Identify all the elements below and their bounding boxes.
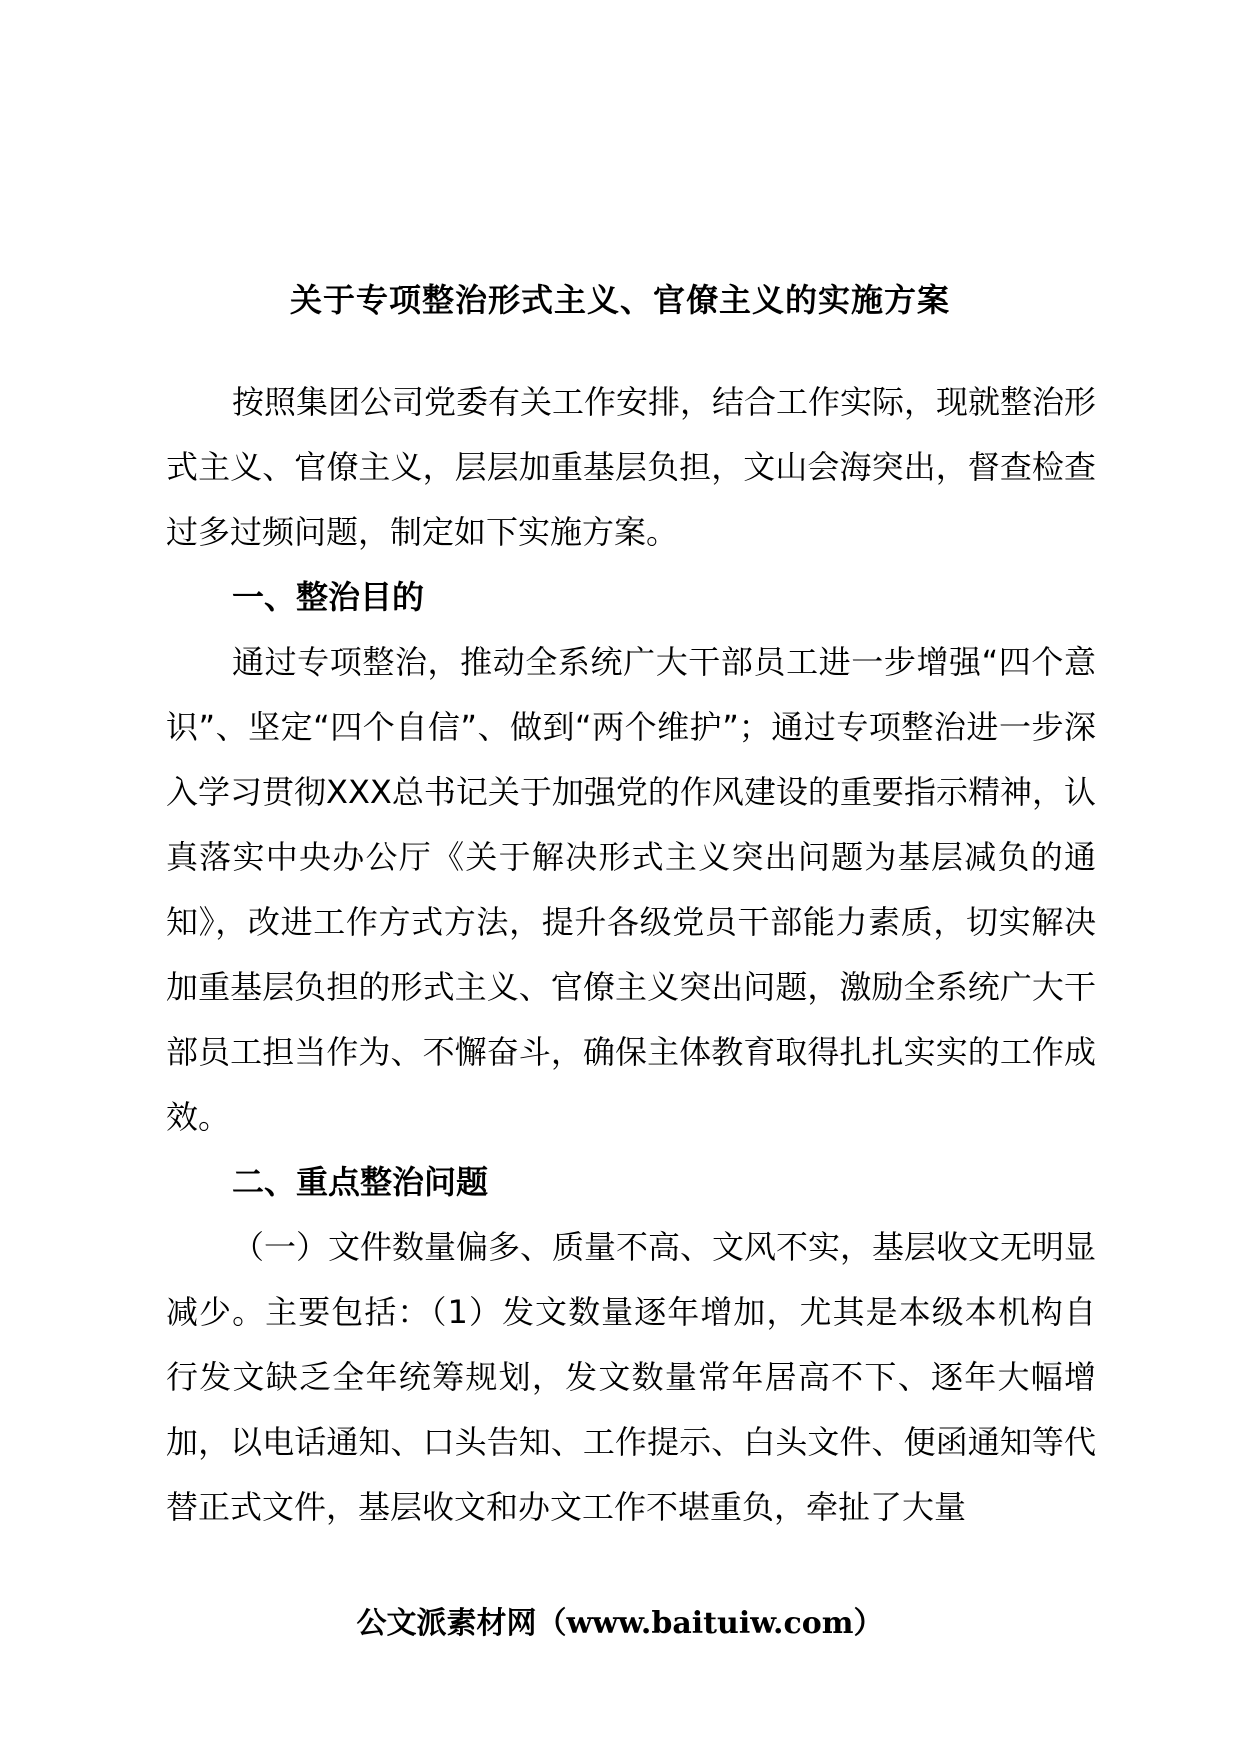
section-2-paragraph: （一）文件数量偏多、质量不高、文风不实，基层收文无明显减少。主要包括：（1）发文数量逐年增加，尤其是本级本机构自行发文缺乏全年统筹规划，发文数量常年居高不下、逐年大幅增加，以电话通知、口头告知、工作提示、白头文件、便函通知等代替正式文件，基层收文和办文工作不堪重负，牵扯了大量: [166, 1228, 1097, 1526]
section-1-heading: 一、整治目的: [232, 578, 425, 616]
intro-paragraph: 按照集团公司党委有关工作安排，结合工作实际，现就整治形式主义、官僚主义，层层加重基层负担，文山会海突出，督查检查过多过频问题，制定如下实施方案。: [166, 383, 1097, 551]
section-2-heading: 二、重点整治问题: [232, 1163, 489, 1201]
document-title: 关于专项整治形式主义、官僚主义的实施方案: [289, 281, 950, 319]
source-footer: 公文派素材网（www.baituiw.com）: [356, 1606, 884, 1641]
section-1-paragraph: 通过专项整治，推动全系统广大干部员工进一步增强“四个意识”、坚定“四个自信”、做到“两个维护”；通过专项整治进一步深入学习贯彻XXX总书记关于加强党的作风建设的重要指示精神，认真落实中央办公厅《关于解决形式主义突出问题为基层减负的通知》，改进工作方式方法，提升各级党员干部能力素质，切实解决加重基层负担的形式主义、官僚主义突出问题，激励全系统广大干部员工担当作为、不懈奋斗，确保主体教育取得扎扎实实的工作成效。: [166, 643, 1096, 1136]
document-body: [166, 370, 1096, 1540]
